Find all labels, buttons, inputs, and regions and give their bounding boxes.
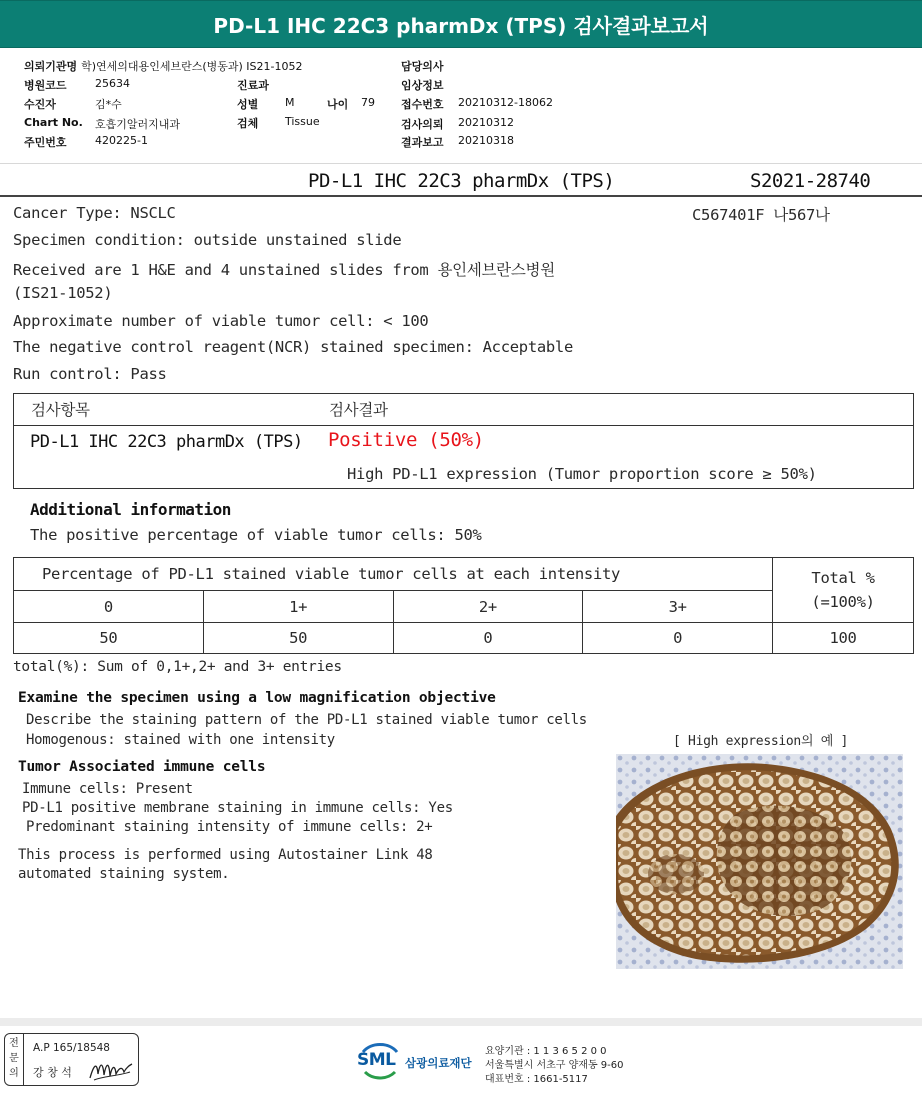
request-date-value: 20210312 [458, 116, 514, 129]
total-header-line2: (=100%) [811, 593, 875, 611]
footer-divider [0, 1018, 922, 1026]
clinic-label: 진료과 [237, 79, 269, 92]
cancer-type: Cancer Type: NSCLC [13, 204, 176, 222]
sex-value: M [285, 96, 295, 109]
result-note: High PD-L1 expression (Tumor proportion score ≥ 50%) [347, 465, 817, 483]
examine-line: Homogenous: stained with one intensity [26, 732, 335, 748]
level-cell: 2+ [393, 591, 583, 623]
immune-line: Predominant staining intensity of immune cells: 2+ [26, 819, 433, 835]
stamp-ap-number: A.P 165/18548 [33, 1042, 110, 1054]
value-cell: 0 [393, 623, 583, 654]
total-header [773, 558, 914, 623]
resident-no-value: 420225-1 [95, 134, 148, 147]
ncr-status: The negative control reagent(NCR) stained specimen: Acceptable [13, 338, 573, 356]
additional-heading: Additional information [30, 500, 231, 519]
total-note: total(%): Sum of 0,1+,2+ and 3+ entries [13, 659, 342, 675]
result-col-item: 검사항목 [31, 401, 90, 419]
intensity-header: Percentage of PD-L1 stained viable tumor cells at each intensity [14, 558, 773, 591]
request-date-label: 검사의뢰 [401, 118, 444, 131]
total-value-cell: 100 [773, 623, 914, 654]
specimen-condition: Specimen condition: outside unstained slide [13, 231, 402, 249]
result-item-name: PD-L1 IHC 22C3 pharmDx (TPS) [30, 432, 303, 452]
clinical-info-label: 임상정보 [401, 79, 444, 92]
specimen-value: Tissue [285, 115, 320, 128]
report-number: S2021-28740 [750, 170, 871, 192]
level-cell: 3+ [583, 591, 773, 623]
additional-text: The positive percentage of viable tumor cells: 50% [30, 526, 482, 544]
header-row-patient: 수진자 [24, 98, 56, 111]
stamp-divider [23, 1033, 24, 1086]
level-cell: 0 [14, 591, 204, 623]
process-line: automated staining system. [18, 866, 230, 882]
received-slides: Received are 1 H&E and 4 unstained slides from 용인세브란스병원 [13, 261, 555, 279]
report-date-label: 결과보고 [401, 136, 444, 149]
value-cell: 0 [583, 623, 773, 654]
report-title: PD-L1 IHC 22C3 pharmDx (TPS) 검사결과보고서 [0, 0, 922, 48]
org-line: 요양기관 : 1 1 3 6 5 2 0 0 [485, 1046, 607, 1057]
level-cell: 1+ [203, 591, 393, 623]
patient-name-value: 김*수 [95, 98, 122, 111]
value-cell: 50 [14, 623, 204, 654]
total-header-line1: Total % [811, 569, 875, 587]
value-cell: 50 [203, 623, 393, 654]
report-date-value: 20210318 [458, 134, 514, 147]
histology-image [616, 754, 903, 969]
receipt-no-label: 접수번호 [401, 98, 444, 111]
org-line: 서울특별시 서초구 양재동 9-60 [485, 1060, 624, 1071]
examine-heading: Examine the specimen using a low magnification objective [18, 690, 496, 706]
org-name: 삼광의료재단 [405, 1056, 472, 1070]
result-table-divider [14, 425, 913, 426]
receipt-no-value: 20210312-18062 [458, 96, 553, 109]
intensity-table [13, 557, 914, 654]
stamp-side-label: 전문의 [9, 1038, 19, 1079]
image-caption: [ High expression의 예 ] [673, 734, 849, 749]
run-control: Run control: Pass [13, 365, 167, 383]
stamp-doctor-name: 강 창 석 [33, 1066, 72, 1079]
report-heading: PD-L1 IHC 22C3 pharmDx (TPS) [308, 170, 615, 192]
sml-logo-text: SML [357, 1050, 396, 1070]
immune-heading: Tumor Associated immune cells [18, 759, 266, 775]
result-col-result: 검사결과 [329, 401, 388, 419]
examine-line: Describe the staining pattern of the PD-L1 stained viable tumor cells [26, 712, 587, 728]
org-line: 대표번호 : 1661-5117 [485, 1074, 588, 1085]
header-row-resident-no: 주민번호 [24, 136, 67, 149]
process-line: This process is performed using Autostainer Link 48 [18, 847, 433, 863]
age-value: 79 [361, 96, 375, 109]
doctor-label: 담당의사 [401, 60, 444, 73]
immune-line: Immune cells: Present [22, 781, 193, 797]
hospital-code-value: 25634 [95, 77, 130, 90]
header-row-institution: 의뢰기관명 학)연세의대용인세브란스(병동과) IS21-1052 [24, 60, 303, 73]
side-code: C567401F 나567나 [692, 206, 830, 224]
result-value: Positive (50%) [328, 429, 484, 451]
signature-icon [88, 1056, 134, 1088]
specimen-label: 검체 [237, 117, 259, 130]
viable-tumor-count: Approximate number of viable tumor cell: < 100 [13, 312, 429, 330]
report-heading-rule [0, 195, 922, 197]
age-label: 나이 [327, 98, 349, 111]
chart-no-value: 호흡기알러지내과 [95, 118, 181, 131]
immune-line: PD-L1 positive membrane staining in immune cells: Yes [22, 800, 453, 816]
header-divider [0, 163, 922, 164]
received-id: (IS21-1052) [13, 284, 113, 302]
header-row-hospital-code: 병원코드 [24, 79, 67, 92]
sex-label: 성별 [237, 98, 259, 111]
header-row-chart-no: Chart No. [24, 116, 83, 129]
